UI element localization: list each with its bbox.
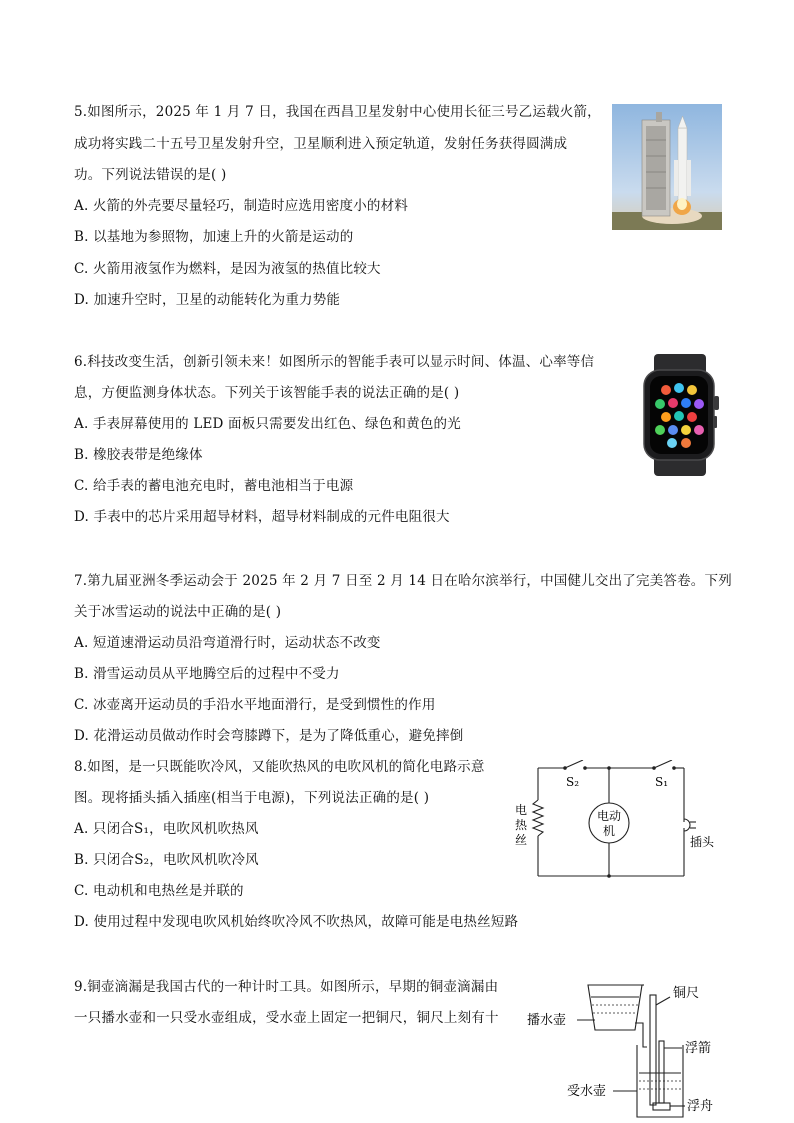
q7-stem-line: 7.第九届亚洲冬季运动会于 2025 年 2 月 7 日至 2 月 14 日在哈尔滨举行，中国健儿交出了完美答卷。下列: [74, 573, 732, 589]
hair-dryer-circuit-diagram: [510, 760, 730, 880]
heater-label-char: 电: [515, 803, 528, 817]
smartwatch-image: [642, 354, 720, 476]
q6-option-a: A. 手表屏幕使用的 LED 面板只需要发出红色、绿色和黄色的光: [74, 416, 461, 432]
q7-option-d: D. 花滑运动员做动作时会弯膝蹲下，是为了降低重心，避免摔倒: [74, 728, 464, 744]
q6-stem-line: 息，方便监测身体状态。下列关于该智能手表的说法正确的是( ): [74, 385, 460, 401]
q7-option-b: B. 滑雪运动员从平地腾空后的过程中不受力: [74, 666, 340, 682]
q5-stem-line: 成功将实践二十五号卫星发射升空，卫星顺利进入预定轨道，发射任务获得圆满成: [74, 136, 568, 152]
motor-label: 机: [602, 824, 616, 838]
copper-clepsydra-diagram: [525, 975, 755, 1120]
heater-label-char: 丝: [515, 833, 528, 847]
float-arrow-label: 浮箭: [685, 1041, 712, 1056]
q5-option-b: B. 以基地为参照物，加速上升的火箭是运动的: [74, 229, 354, 245]
q5-stem-line: 功。下列说法错误的是( ): [74, 167, 227, 183]
q5-option-d: D. 加速升空时，卫星的动能转化为重力势能: [74, 292, 341, 308]
q6-option-c: C. 给手表的蓄电池充电时，蓄电池相当于电源: [74, 478, 354, 494]
plug-label: 插头: [690, 835, 715, 849]
rocket-launch-photo: [612, 104, 722, 230]
bowin-pot-label: 播水壶: [527, 1013, 567, 1028]
float-boat-label: 浮舟: [687, 1099, 714, 1114]
q8-option-c: C. 电动机和电热丝是并联的: [74, 883, 244, 899]
switch-s1-label: S₁: [655, 775, 669, 789]
q7-option-c: C. 冰壶离开运动员的手沿水平地面滑行，是受到惯性的作用: [74, 697, 436, 713]
receiving-pot-label: 受水壶: [567, 1084, 607, 1099]
q6-stem-line: 6.科技改变生活，创新引领未来！如图所示的智能手表可以显示时间、体温、心率等信: [74, 354, 595, 370]
q9-stem-line: 9.铜壶滴漏是我国古代的一种计时工具。如图所示，早期的铜壶滴漏由: [74, 979, 499, 995]
q8-stem-line: 8.如图，是一只既能吹冷风，又能吹热风的电吹风机的简化电路示意: [74, 759, 485, 775]
q5-option-a: A. 火箭的外壳要尽量轻巧，制造时应选用密度小的材料: [74, 198, 409, 214]
q8-option-a: A. 只闭合S₁，电吹风机吹热风: [74, 821, 259, 837]
q7-option-a: A. 短道速滑运动员沿弯道滑行时，运动状态不改变: [74, 635, 381, 651]
q8-option-b: B. 只闭合S₂，电吹风机吹冷风: [74, 852, 259, 868]
q9-stem-line: 一只播水壶和一只受水壶组成，受水壶上固定一把铜尺，铜尺上刻有十: [74, 1010, 499, 1026]
copper-ruler-label: 铜尺: [673, 986, 700, 1001]
q5-stem-line: 5.如图所示，2025 年 1 月 7 日，我国在西昌卫星发射中心使用长征三号乙运载火箭，: [74, 104, 601, 120]
q7-stem-line: 关于冰雪运动的说法中正确的是( ): [74, 604, 282, 620]
q6-option-b: B. 橡胶表带是绝缘体: [74, 447, 203, 463]
q8-option-d: D. 使用过程中发现电吹风机始终吹冷风不吹热风，故障可能是电热丝短路: [74, 914, 519, 930]
motor-label: 电动: [596, 809, 622, 823]
heater-label-char: 热: [515, 818, 528, 832]
q5-option-c: C. 火箭用液氢作为燃料，是因为液氢的热值比较大: [74, 261, 381, 277]
q8-stem-line: 图。现将插头插入插座(相当于电源)，下列说法正确的是( ): [74, 790, 430, 806]
switch-s2-label: S₂: [566, 775, 580, 789]
q6-option-d: D. 手表中的芯片采用超导材料，超导材料制成的元件电阻很大: [74, 509, 450, 525]
